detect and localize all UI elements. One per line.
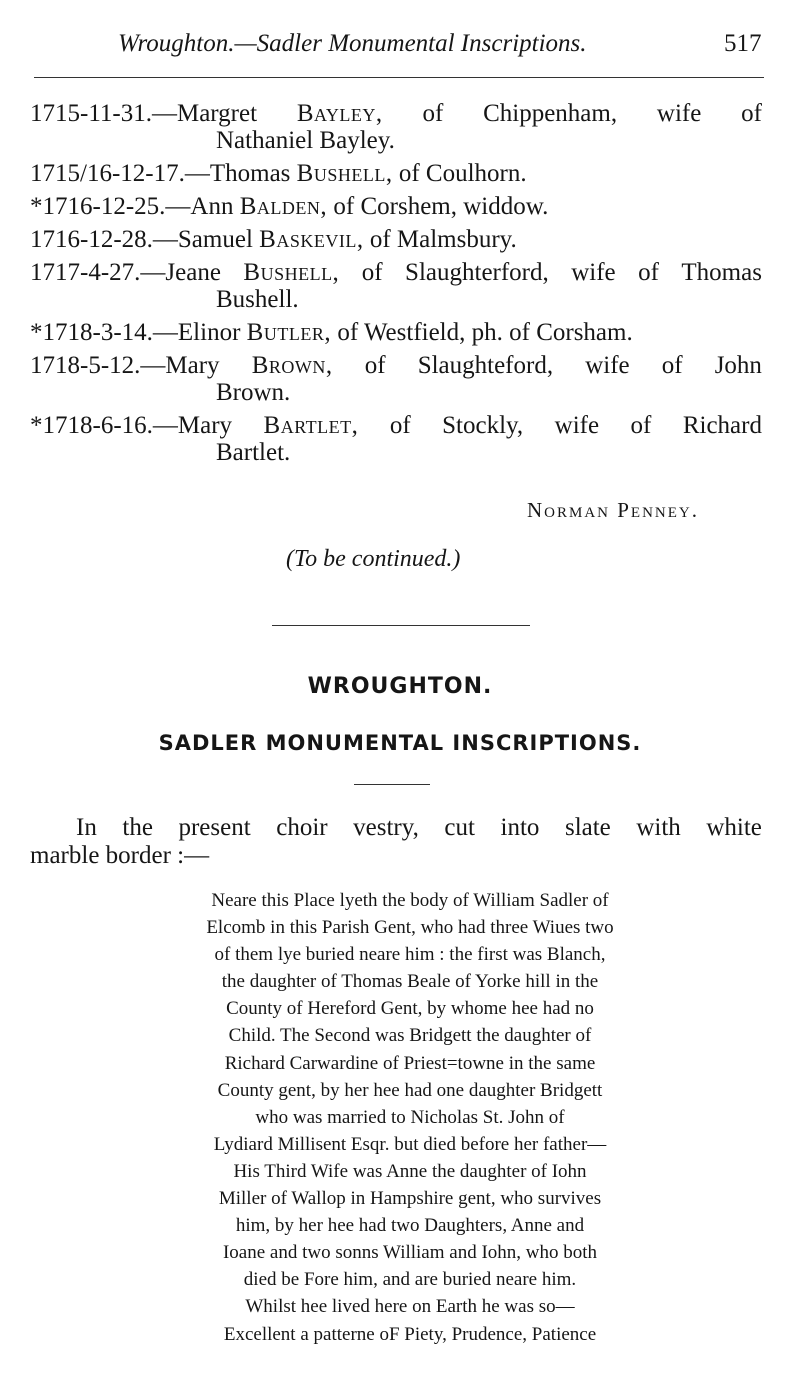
- intro-word: present: [178, 814, 251, 841]
- entry-name: Jeane: [165, 259, 221, 286]
- inscription-line: of them lye buried neare him : the first was Blanch,: [214, 944, 606, 966]
- intro-paragraph: [30, 814, 762, 870]
- entry-name: Ann: [190, 193, 234, 220]
- entry-word: of: [389, 412, 411, 439]
- burial-entry: [30, 259, 762, 313]
- header-rule: [34, 77, 764, 78]
- entry-surname: Butler,: [246, 319, 332, 346]
- entry-detail: of Westfield, ph. of Corsham.: [337, 319, 633, 346]
- burial-entry: [30, 160, 762, 187]
- inscription-line: Excellent a patterne oF Piety, Prudence, Patience: [223, 1323, 597, 1345]
- entry-date: 1715-11-31.—: [30, 100, 177, 127]
- entry-name: Mary: [177, 412, 233, 439]
- entry-name: Elinor: [177, 319, 241, 346]
- entry-first-line: [30, 412, 762, 439]
- intro-word: choir: [276, 814, 328, 841]
- entry-word: Chippenham,: [483, 100, 618, 127]
- entry-surname: Bartlet,: [263, 412, 359, 439]
- inscription-line: him, by her hee had two Daughters, Anne and: [235, 1215, 585, 1237]
- entry-word: wife: [554, 412, 600, 439]
- entry-name: Samuel: [177, 226, 253, 253]
- entry-first-line: [30, 352, 762, 379]
- entry-detail: of Malmsbury.: [369, 226, 517, 253]
- entry-name: Mary: [165, 352, 220, 379]
- inscription-line: His Third Wife was Anne the daughter of Iohn: [233, 1160, 587, 1182]
- inscription-line: Elcomb in this Parish Gent, who had three Wiues two: [206, 917, 614, 939]
- entry-first-line: [30, 100, 762, 127]
- to-be-continued-note: (To be continued.): [286, 546, 461, 572]
- running-head: Wroughton.—Sadler Monumental Inscriptions.: [118, 30, 587, 57]
- burial-entry: [30, 319, 762, 346]
- entry-word: of: [630, 412, 652, 439]
- entry-word: wife: [585, 352, 630, 379]
- entry-surname: Baskevil,: [259, 226, 364, 253]
- entry-continuation: Bartlet.: [216, 439, 291, 466]
- title-rule: [354, 784, 430, 785]
- entry-word: of: [638, 259, 659, 286]
- burial-entry: [30, 412, 762, 466]
- entry-word: wife: [656, 100, 702, 127]
- entry-word: of: [422, 100, 444, 127]
- entry-first-line: [30, 226, 762, 253]
- entry-word: of: [741, 100, 762, 127]
- intro-word: white: [706, 814, 762, 841]
- entry-surname: Brown,: [251, 352, 333, 379]
- entry-surname: Bayley,: [296, 100, 383, 127]
- entry-word: John: [714, 352, 762, 379]
- inscription-line: who was married to Nicholas St. John of: [255, 1106, 565, 1128]
- intro-word: the: [122, 814, 153, 841]
- inscription-line: Whilst hee lived here on Earth he was so—: [245, 1296, 575, 1318]
- intro-line: marble border :—: [30, 842, 210, 869]
- entry-continuation: Brown.: [216, 379, 291, 406]
- burial-entry: [30, 226, 762, 253]
- entry-date-name: [30, 412, 232, 439]
- section-divider: [272, 625, 530, 626]
- intro-word: In: [76, 814, 97, 841]
- entry-word: Slaughteford,: [417, 352, 554, 379]
- entry-word: wife: [571, 259, 616, 286]
- inscription-line: Richard Carwardine of Priest=towne in the same: [224, 1052, 596, 1074]
- entry-word: Thomas: [681, 259, 762, 286]
- burial-entry: [30, 100, 762, 154]
- entry-word: Stockly,: [442, 412, 524, 439]
- entry-date-name: [30, 100, 257, 127]
- intro-word: cut: [444, 814, 475, 841]
- burial-entry: [30, 352, 762, 406]
- entry-date: *1718-3-14.—: [30, 319, 178, 346]
- inscription-text: [80, 887, 740, 1348]
- entry-continuation: Bushell.: [216, 286, 299, 313]
- entry-date: 1716-12-28.—: [30, 226, 178, 253]
- entry-first-line: [30, 160, 762, 187]
- entry-date-name: [30, 259, 221, 286]
- entry-date: 1718-5-12.—: [30, 352, 166, 379]
- article-subtitle: SADLER MONUMENTAL INSCRIPTIONS.: [158, 731, 642, 755]
- entry-date: *1716-12-25.—: [30, 193, 191, 220]
- article-title: WROUGHTON.: [307, 674, 493, 699]
- intro-word: with: [636, 814, 681, 841]
- entry-date: 1715/16-12-17.—: [30, 160, 210, 187]
- entry-date-name: [30, 352, 220, 379]
- author-signature: Norman Penney.: [527, 498, 700, 522]
- entry-word: of: [361, 259, 383, 286]
- entry-date: *1718-6-16.—: [30, 412, 178, 439]
- entry-first-line: [30, 193, 762, 220]
- intro-word: vestry,: [353, 814, 419, 841]
- entry-name: Margret: [176, 100, 258, 127]
- intro-word: slate: [564, 814, 611, 841]
- intro-word: into: [500, 814, 540, 841]
- inscription-line: died be Fore him, and are buried neare him.: [243, 1269, 577, 1291]
- intro-line: [30, 814, 762, 842]
- entry-word: Richard: [682, 412, 762, 439]
- entry-word: Slaughterford,: [405, 259, 549, 286]
- entry-word: of: [364, 352, 386, 379]
- entry-detail: of Corshem, widdow.: [333, 193, 549, 220]
- inscription-line: Child. The Second was Bridgett the daughter of: [228, 1025, 592, 1047]
- entry-date: 1717-4-27.—: [30, 259, 166, 286]
- inscription-line: Miller of Wallop in Hampshire gent, who survives: [218, 1188, 602, 1210]
- entry-continuation: Nathaniel Bayley.: [216, 127, 395, 154]
- entry-detail: of Coulhorn.: [398, 160, 527, 187]
- inscription-line: the daughter of Thomas Beale of Yorke hill in the: [221, 971, 599, 993]
- entry-surname: Balden,: [239, 193, 328, 220]
- burial-entry: [30, 193, 762, 220]
- entry-word: of: [661, 352, 683, 379]
- page-number: 517: [724, 30, 762, 57]
- burial-entries-list: [30, 100, 762, 472]
- entry-surname: Bushell,: [296, 160, 393, 187]
- inscription-line: Neare this Place lyeth the body of William Sadler of: [211, 890, 609, 911]
- entry-name: Thomas: [209, 160, 291, 187]
- entry-first-line: [30, 259, 762, 286]
- inscription-line: County gent, by her hee had one daughter Bridgett: [217, 1079, 603, 1101]
- entry-surname: Bushell,: [243, 259, 340, 286]
- inscription-line: Ioane and two sonns William and Iohn, who both: [222, 1242, 598, 1264]
- entry-first-line: [30, 319, 762, 346]
- inscription-line: Lydiard Millisent Esqr. but died before her father—: [213, 1133, 607, 1155]
- inscription-line: County of Hereford Gent, by whome hee had no: [226, 998, 594, 1020]
